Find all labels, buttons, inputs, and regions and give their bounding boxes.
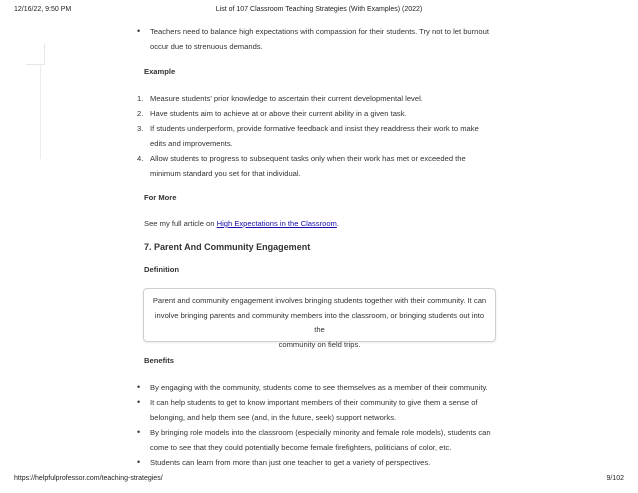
benefit-line: • It can help students to get to know important members of their community to give them a sense of <box>150 398 478 407</box>
item-line: Allow students to progress to subsequent tasks only when their work has met or exceeded the <box>150 154 466 163</box>
item-number: 3. <box>137 124 144 133</box>
top-bullet-list <box>150 24 500 54</box>
item-number: 4. <box>137 154 144 163</box>
item-number: 1. <box>137 94 144 103</box>
definition-line: involve bringing parents and community members into the classroom, or bringing students out into the <box>154 310 485 334</box>
benefit-line: belonging, and help them see (and, in the future, seek) support networks. <box>150 413 397 422</box>
list-item <box>150 395 500 425</box>
definition-line: Parent and community engagement involves bringing students together with their community. It can <box>152 296 487 305</box>
item-line: Measure students' prior knowledge to ascertain their current developmental level. <box>150 94 423 103</box>
page-url: https://helpfulprofessor.com/teaching-strategies/ <box>14 475 163 482</box>
item-line: edits and improvements. <box>150 139 233 148</box>
list-item <box>137 151 500 181</box>
definition-box <box>143 288 496 349</box>
bullet-line: • Teachers need to balance high expectations with compassion for their students. Try not to let burnout <box>150 27 489 36</box>
definition-line: community on field trips. <box>278 339 361 349</box>
page-title: List of 107 Classroom Teaching Strategies (With Examples) (2022) <box>215 6 423 13</box>
list-item <box>150 425 500 455</box>
benefit-line: come to see that they could potentially become female firefighters, politicians of color, etc. <box>150 443 452 452</box>
high-expectations-link[interactable]: High Expectations in the Classroom <box>216 219 337 228</box>
left-margin-line <box>26 64 41 159</box>
for-more-text: See my full article on <box>144 219 217 228</box>
for-more-period: . <box>336 219 340 228</box>
list-item <box>137 121 500 151</box>
item-line: Have students aim to achieve at or above their current ability in a given task. <box>150 109 407 118</box>
example-heading: Example <box>144 67 176 76</box>
definition-heading: Definition <box>144 265 180 274</box>
page-number: 9/102 <box>606 475 624 482</box>
benefit-line: • Students can learn from more than just one teacher to get a variety of perspectives. <box>150 458 431 467</box>
section-heading: 7. Parent And Community Engagement <box>144 242 311 252</box>
benefit-line: • By bringing role models into the classroom (especially minority and female role models), students can <box>150 428 491 437</box>
benefit-line: • By engaging with the community, students come to see themselves as a member of their community. <box>150 383 488 392</box>
bullet-line: occur due to strenuous demands. <box>150 42 263 51</box>
for-more-heading: For More <box>144 193 177 202</box>
print-datetime: 12/16/22, 9:50 PM <box>14 6 72 13</box>
list-item <box>137 106 500 121</box>
item-line: If students underperform, provide formative feedback and insist they readdress their work to make <box>150 124 479 133</box>
item-number: 2. <box>137 109 144 118</box>
example-list <box>137 91 500 181</box>
list-item <box>150 455 500 470</box>
item-line: minimum standard you set for that individual. <box>150 169 301 178</box>
list-item <box>150 380 500 395</box>
benefits-list <box>150 380 500 470</box>
benefits-heading: Benefits <box>144 356 174 365</box>
list-item <box>137 91 500 106</box>
for-more-paragraph <box>144 219 339 228</box>
left-margin-decoration <box>26 44 45 65</box>
list-item <box>150 24 500 54</box>
